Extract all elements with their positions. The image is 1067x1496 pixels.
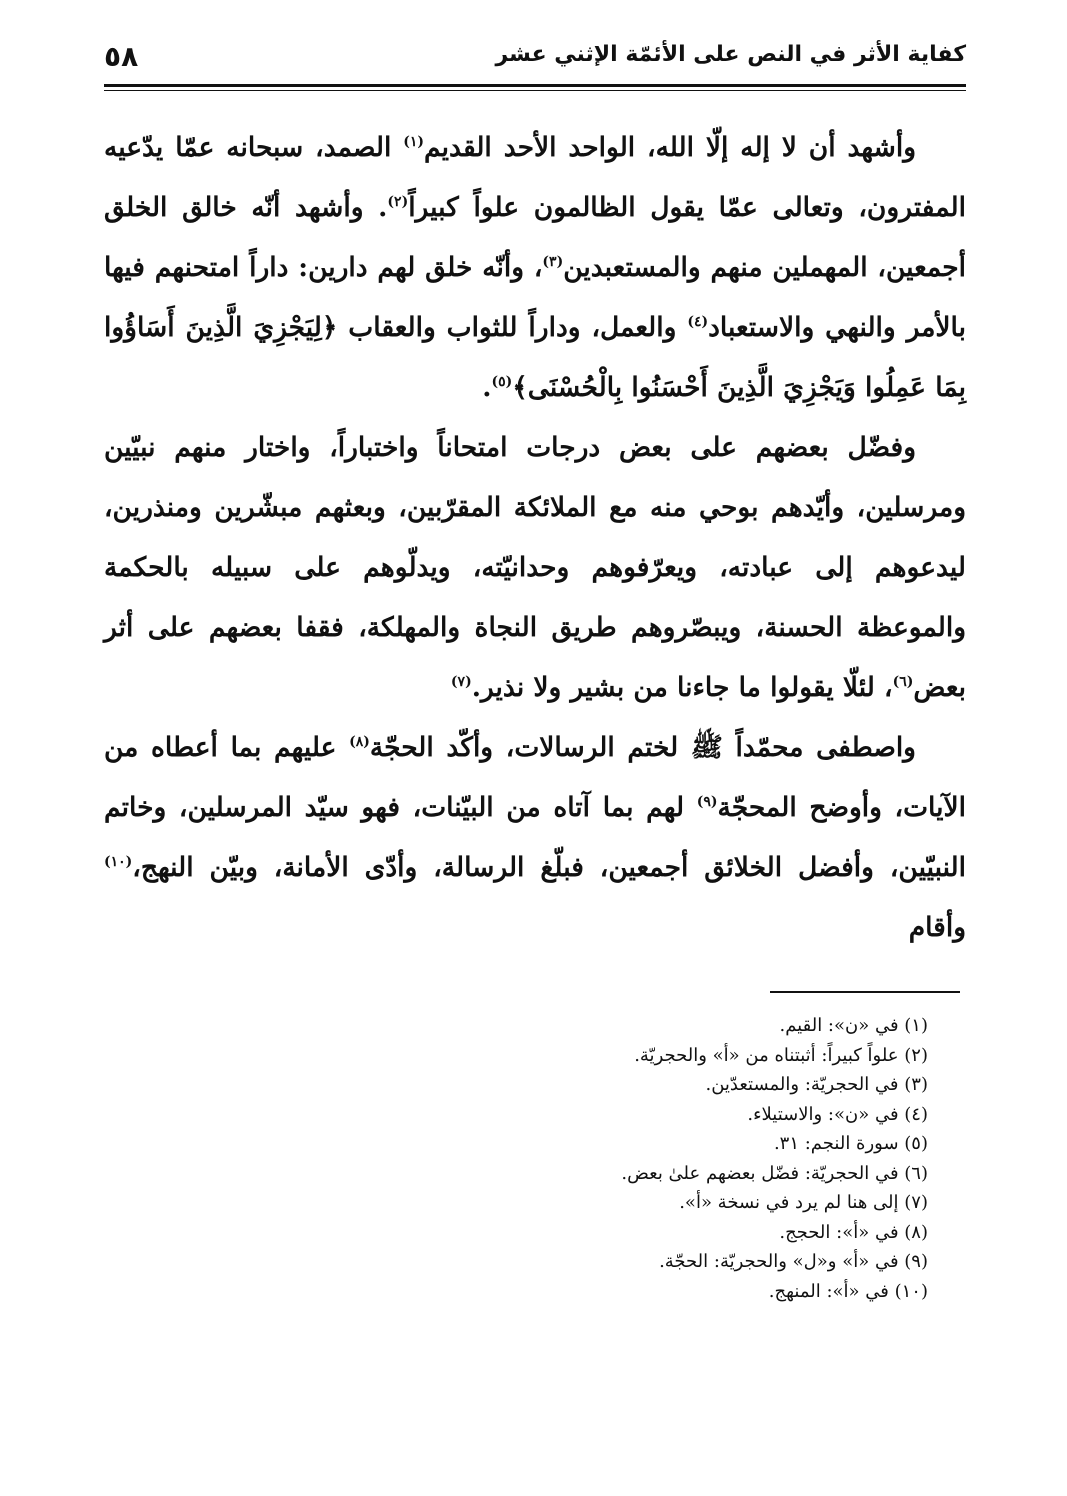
text-run: ، لئلّا يقولوا ما جاءنا من بشير ولا نذير.: [471, 672, 893, 703]
text-run: وأقام: [908, 912, 966, 943]
footnote-item: (٦) في الحجريّة: فضّل بعضهم علىٰ بعض.: [621, 1162, 928, 1184]
footnote-item: (٣) في الحجريّة: والمستعدّين.: [705, 1074, 928, 1095]
text-run: لهم بما آتاه من البيّنات، فهو سيّد المرسلين، وخاتم النبيّين، وأفضل الخلائق أجمعين، فبلّغ الرسالة، وأدّى الأمانة، وبيّن النهج،: [104, 792, 966, 883]
footnote-reference: (٣): [542, 254, 564, 271]
footnote-reference: (٧): [450, 674, 472, 691]
running-title: كفاية الأثر في النص على الأئمّة الإثني عشر: [495, 42, 966, 67]
footnote-item: (٤) في «ن»: والاستيلاء.: [747, 1103, 928, 1125]
page-number: ٥٨: [104, 40, 139, 73]
text-run: وأشهد أن لا إله إلّا الله، الواحد الأحد القديم: [424, 132, 916, 163]
footnote-item: (٧) إلى هنا لم يرد في نسخة «أ».: [679, 1192, 928, 1213]
footnote-item: (٢) علواً كبيراً: أثبتناه من «أ» والحجريّة.: [634, 1044, 928, 1066]
text-run: . وأشهد أنّه خالق الخلق أجمعين، المهملين منهم والمستعبدين: [104, 192, 966, 283]
page-header: [104, 34, 966, 84]
footnote-reference: (٨): [349, 734, 370, 751]
footnotes: [104, 1011, 966, 1306]
header-rule: [104, 84, 966, 87]
main-text: [104, 118, 966, 958]
footnote-reference: (٥): [491, 374, 513, 391]
footnote-item: (١٠) في «أ»: المنهج.: [768, 1280, 928, 1302]
footnote-item: (٨) في «أ»: الحجج.: [779, 1221, 928, 1243]
footnote-reference: (١٠): [104, 854, 133, 871]
paragraph: [104, 418, 966, 718]
text-run: واصطفى محمّداً ﷺ لختم الرسالات، وأكّد الحجّة: [369, 732, 916, 763]
footnote-reference: (٤): [687, 314, 709, 331]
text-run: .: [482, 372, 492, 403]
footnote-item: (٩) في «أ» و«ل» والحجريّة: الحجّة.: [659, 1251, 928, 1272]
footnote-reference: (٢): [387, 194, 409, 211]
text-run: عليهم بما أعطاه من الآيات، وأوضح المحجّة: [104, 732, 966, 823]
text-run: الصمد، سبحانه عمّا يدّعيه المفترون، وتعالى عمّا يقول الظالمون علواً كبيراً: [104, 132, 966, 223]
header-rule-thin: [104, 90, 966, 91]
footnote-item: (١) في «ن»: القيم.: [779, 1015, 928, 1036]
footnote-separator: [770, 991, 960, 993]
paragraph: [104, 718, 966, 958]
footnote-reference: (٦): [892, 674, 914, 691]
text-run: وفضّل بعضهم على بعض درجات امتحاناً واختباراً، واختار منهم نبيّين ومرسلين، وأيّدهم بوحي منه مع الملائكة المقرّبين، وبعثهم مبشّرين ومنذرين، ليدعوهم إلى عبادته، ويعرّفوهم وحدانيّته، ويدلّوهم على سبيله بالحكمة والموعظة الحسنة، ويبصّروهم طريق النجاة والمهلكة، فقفا بعضهم على أثر بعض: [104, 432, 966, 703]
footnote-item: (٥) سورة النجم: ٣١.: [773, 1133, 928, 1154]
quran-verse: ﴿لِيَجْزِيَ الَّذِينَ أَسَاؤُوا بِمَا عَمِلُوا وَيَجْزِيَ الَّذِينَ أَحْسَنُوا بِالْحُسْنَى﴾: [104, 312, 966, 403]
text-run: ، وأنّه خلق لهم دارين: داراً امتحنهم فيها بالأمر والنهي والاستعباد: [104, 252, 966, 343]
footnote-reference: (١): [403, 134, 425, 151]
footnote-reference: (٩): [696, 794, 718, 811]
paragraph: [104, 118, 966, 418]
text-run: والعمل، وداراً للثواب والعقاب: [337, 312, 688, 343]
